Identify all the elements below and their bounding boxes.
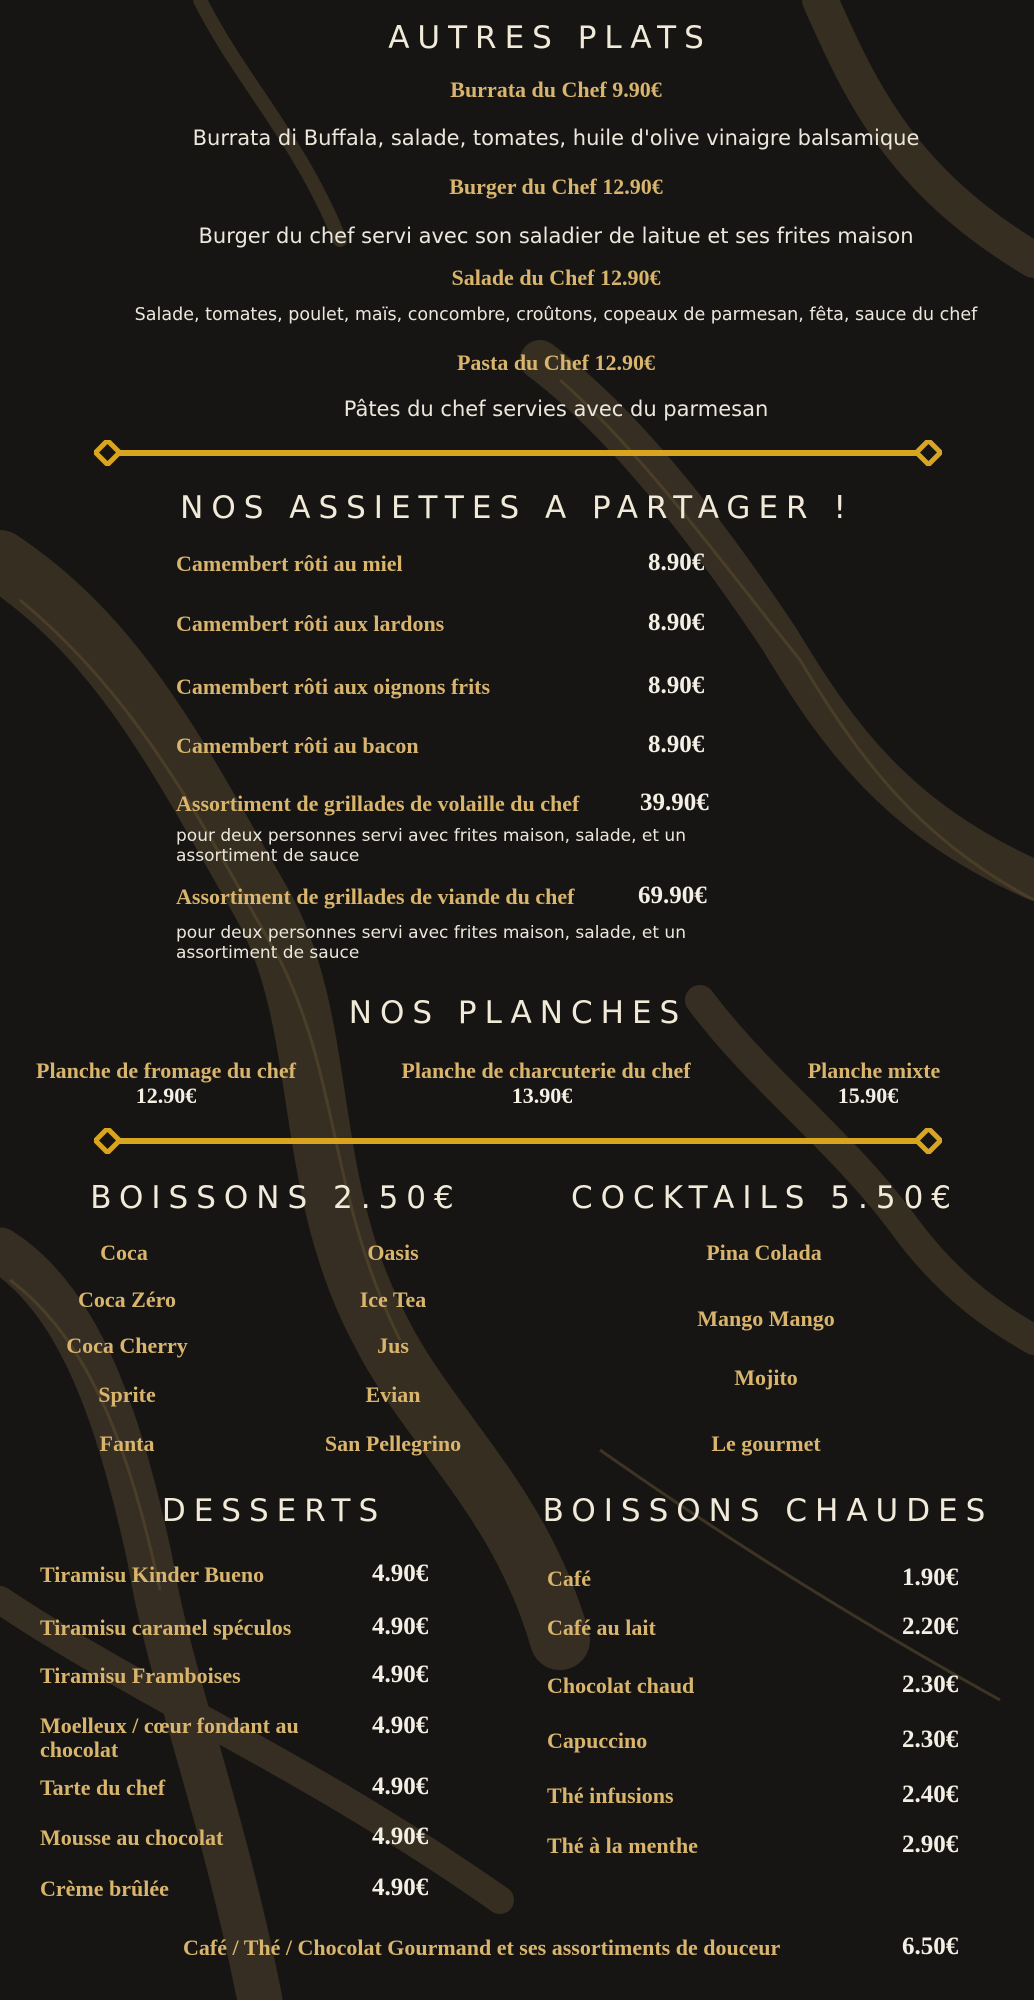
cocktails-title: COCKTAILS 5.50€ — [570, 1180, 960, 1216]
burger-desc: Burger du chef servi avec son saladier de laitue et ses frites maison — [198, 224, 914, 248]
planche-price: 15.90€ — [837, 1083, 899, 1108]
planche-price: 13.90€ — [511, 1083, 573, 1108]
assiette-price: 8.90€ — [648, 609, 705, 636]
planche-price: 12.90€ — [135, 1083, 197, 1108]
boisson-item: Jus — [377, 1333, 409, 1358]
boisson-chaude-name: Café — [547, 1566, 591, 1591]
dessert-price: 4.90€ — [372, 1874, 429, 1901]
boisson-item: San Pellegrino — [324, 1431, 462, 1456]
boissons-chaudes-title: BOISSONS CHAUDES — [542, 1493, 994, 1529]
boisson-chaude-name: Thé infusions — [547, 1783, 674, 1808]
boisson-item: Fanta — [99, 1431, 155, 1456]
gourmand-price: 6.50€ — [902, 1933, 959, 1960]
burrata-desc: Burrata di Buffala, salade, tomates, huile d'olive vinaigre balsamique — [192, 126, 920, 150]
assiette-name: Camembert rôti au miel — [176, 551, 403, 576]
dessert-name: Tiramisu Kinder Bueno — [40, 1562, 265, 1587]
assiette-price: 39.90€ — [640, 789, 709, 816]
assiette-name: Assortiment de grillades de volaille du chef — [176, 791, 580, 816]
dessert-name: Mousse au chocolat — [40, 1825, 224, 1850]
gold-divider — [94, 440, 942, 466]
boisson-item: Ice Tea — [359, 1287, 427, 1312]
dessert-name: Tarte du chef — [40, 1775, 166, 1800]
assiette-price: 8.90€ — [648, 672, 705, 699]
dessert-price: 4.90€ — [372, 1773, 429, 1800]
assiette-price: 69.90€ — [638, 882, 707, 909]
pasta-name: Pasta du Chef 12.90€ — [456, 350, 656, 375]
boisson-chaude-price: 2.40€ — [902, 1781, 959, 1808]
dessert-price: 4.90€ — [372, 1661, 429, 1688]
boisson-chaude-name: Capuccino — [547, 1728, 648, 1753]
dessert-name: Crème brûlée — [40, 1876, 169, 1901]
dessert-name: Tiramisu caramel spéculos — [40, 1615, 292, 1640]
cocktail-item: Mango Mango — [697, 1306, 835, 1331]
cocktail-item: Le gourmet — [711, 1431, 821, 1456]
cocktail-item: Pina Colada — [706, 1240, 822, 1265]
boisson-item: Coca — [100, 1240, 148, 1265]
salade-name: Salade du Chef 12.90€ — [451, 265, 661, 290]
pasta-desc: Pâtes du chef servies avec du parmesan — [343, 397, 769, 421]
boisson-chaude-name: Chocolat chaud — [547, 1673, 695, 1698]
assiette-name: Assortiment de grillades de viande du chef — [176, 884, 575, 909]
planche-name: Planche de charcuterie du chef — [401, 1058, 691, 1083]
boissons-title: BOISSONS 2.50€ — [90, 1180, 462, 1216]
boisson-item: Coca Zéro — [78, 1287, 176, 1312]
boisson-chaude-price: 2.30€ — [902, 1671, 959, 1698]
assiette-price: 8.90€ — [648, 549, 705, 576]
cocktail-item: Mojito — [734, 1365, 798, 1390]
dessert-name: Moelleux / cœur fondant au chocolat — [40, 1713, 299, 1762]
assiette-name: Camembert rôti aux lardons — [176, 611, 445, 636]
assiette-desc: pour deux personnes servi avec frites maison, salade, et un assortiment de sauce — [176, 826, 686, 866]
autres-plats-title: AUTRES PLATS — [388, 20, 712, 56]
assiette-desc: pour deux personnes servi avec frites maison, salade, et un assortiment de sauce — [176, 923, 686, 963]
gold-divider — [94, 1128, 942, 1154]
boisson-item: Evian — [365, 1382, 421, 1407]
dessert-price: 4.90€ — [372, 1560, 429, 1587]
boisson-chaude-price: 2.90€ — [902, 1831, 959, 1858]
assiette-name: Camembert rôti au bacon — [176, 733, 419, 758]
boisson-chaude-name: Café au lait — [547, 1615, 656, 1640]
assiette-price: 8.90€ — [648, 731, 705, 758]
boisson-chaude-price: 1.90€ — [902, 1564, 959, 1591]
assiette-name: Camembert rôti aux oignons frits — [176, 674, 491, 699]
gourmand-name: Café / Thé / Chocolat Gourmand et ses assortiments de douceur — [183, 1935, 781, 1960]
burrata-name: Burrata du Chef 9.90€ — [450, 77, 662, 102]
dessert-price: 4.90€ — [372, 1613, 429, 1640]
boisson-item: Sprite — [98, 1382, 156, 1407]
planche-name: Planche mixte — [807, 1058, 941, 1083]
boisson-item: Oasis — [367, 1240, 419, 1265]
desserts-title: DESSERTS — [161, 1493, 387, 1529]
dessert-price: 4.90€ — [372, 1823, 429, 1850]
boisson-chaude-price: 2.30€ — [902, 1726, 959, 1753]
boisson-chaude-price: 2.20€ — [902, 1613, 959, 1640]
planche-name: Planche de fromage du chef — [36, 1058, 296, 1083]
salade-desc: Salade, tomates, poulet, maïs, concombre, croûtons, copeaux de parmesan, fêta, sauce du chef — [134, 305, 978, 325]
boisson-chaude-name: Thé à la menthe — [547, 1833, 698, 1858]
dessert-name: Tiramisu Framboises — [40, 1663, 241, 1688]
assiettes-title: NOS ASSIETTES A PARTAGER ! — [180, 490, 854, 526]
dessert-price: 4.90€ — [372, 1712, 429, 1739]
burger-name: Burger du Chef 12.90€ — [449, 174, 663, 199]
boisson-item: Coca Cherry — [66, 1333, 188, 1358]
planches-title: NOS PLANCHES — [348, 995, 688, 1031]
